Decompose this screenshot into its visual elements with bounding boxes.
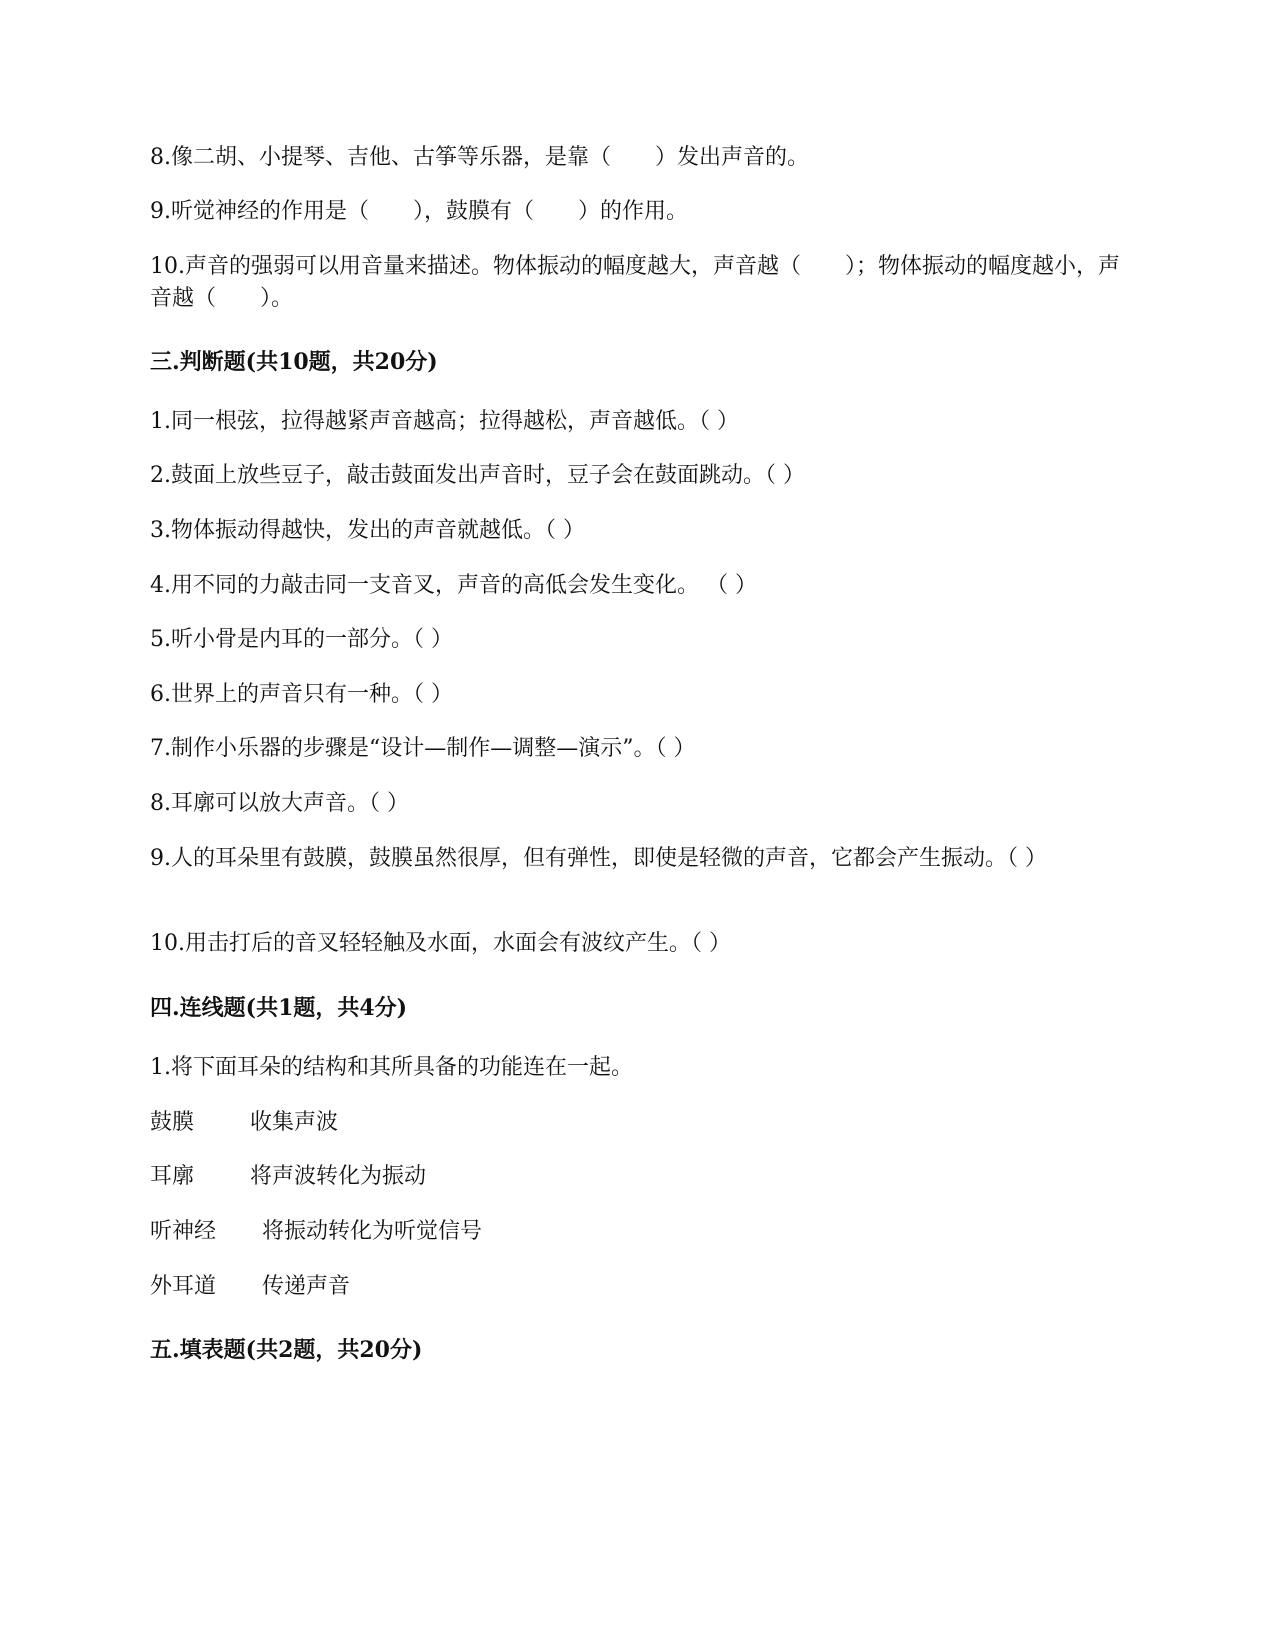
section-4-heading: 四.连线题(共1题，共4分) bbox=[150, 995, 408, 1021]
fill-blank-q10: 10.声音的强弱可以用音量来描述。物体振动的幅度越大，声音越（ ）；物体振动的幅度越小，声音越（ ）。 bbox=[150, 254, 1120, 311]
matching-pair-3 bbox=[150, 1216, 482, 1248]
matching-function: 收集声波 bbox=[250, 1110, 339, 1135]
matching-pair-1 bbox=[150, 1107, 338, 1139]
judge-item-3: 3.物体振动得越快，发出的声音就越低。（ ） bbox=[150, 518, 585, 543]
matching-pair-2 bbox=[150, 1161, 426, 1193]
matching-function: 将声波转化为振动 bbox=[250, 1164, 427, 1189]
matching-term: 外耳道 bbox=[150, 1274, 217, 1299]
judge-item-1: 1.同一根弦，拉得越紧声音越高；拉得越松，声音越低。（ ） bbox=[150, 409, 739, 434]
section-3-heading: 三.判断题(共10题，共20分) bbox=[150, 349, 438, 375]
matching-term: 听神经 bbox=[150, 1219, 217, 1244]
judge-item-7: 7.制作小乐器的步骤是“设计—制作—调整—演示”。（ ） bbox=[150, 736, 696, 761]
judge-item-10: 10.用击打后的音叉轻轻触及水面，水面会有波纹产生。（ ） bbox=[150, 931, 731, 956]
judge-item-8: 8.耳廓可以放大声音。（ ） bbox=[150, 791, 409, 816]
matching-term: 鼓膜 bbox=[150, 1110, 195, 1135]
matching-function: 将振动转化为听觉信号 bbox=[262, 1219, 483, 1244]
fill-blank-q8: 8.像二胡、小提琴、吉他、古筝等乐器，是靠（ ）发出声音的。 bbox=[150, 145, 809, 170]
judge-item-5: 5.听小骨是内耳的一部分。（ ） bbox=[150, 627, 453, 652]
judge-item-4: 4.用不同的力敲击同一支音叉，声音的高低会发生变化。 （ ） bbox=[150, 573, 757, 598]
judge-item-9: 9.人的耳朵里有鼓膜，鼓膜虽然很厚，但有弹性，即使是轻微的声音，它都会产生振动。（ ） bbox=[150, 846, 1047, 871]
judge-item-6: 6.世界上的声音只有一种。（ ） bbox=[150, 682, 453, 707]
matching-function: 传递声音 bbox=[262, 1274, 351, 1299]
judge-item-2: 2.鼓面上放些豆子，敲击鼓面发出声音时，豆子会在鼓面跳动。（ ） bbox=[150, 463, 805, 488]
section-5-heading: 五.填表题(共2题，共20分) bbox=[150, 1337, 423, 1363]
matching-pair-4 bbox=[150, 1271, 350, 1303]
matching-question: 1.将下面耳朵的结构和其所具备的功能连在一起。 bbox=[150, 1055, 633, 1080]
fill-blank-q9: 9.听觉神经的作用是（ ），鼓膜有（ ）的作用。 bbox=[150, 199, 688, 224]
matching-term: 耳廓 bbox=[150, 1164, 195, 1189]
